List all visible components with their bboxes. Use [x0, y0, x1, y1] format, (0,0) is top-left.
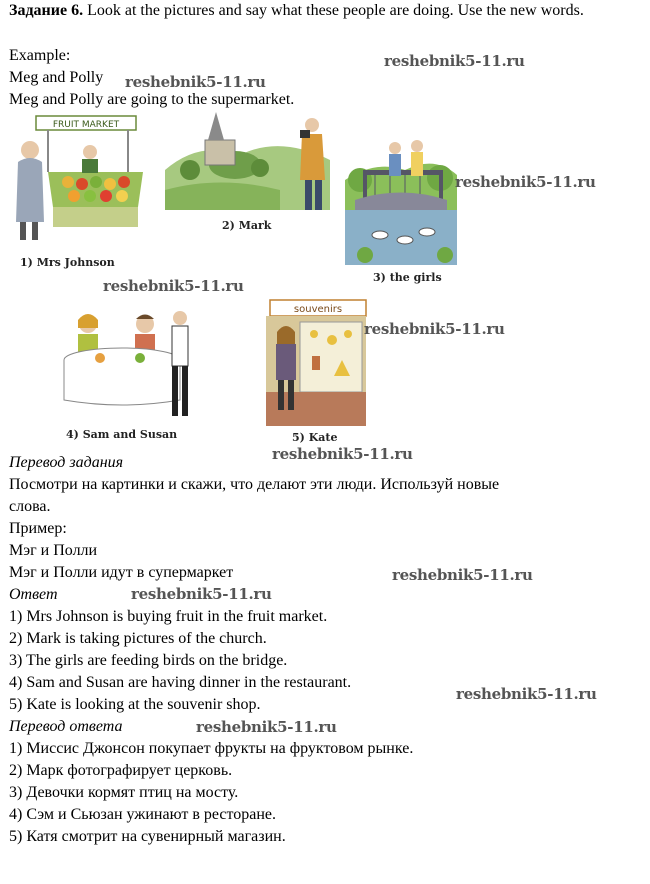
answer-item: 2) Mark is taking pictures of the church. — [9, 630, 267, 647]
answer-translation-item: 1) Миссис Джонсон покупает фрукты на фруктовом рынке. — [9, 740, 414, 757]
watermark: reshebnik5-11.ru — [456, 685, 597, 703]
caption-kate: 5) Kate — [292, 431, 338, 444]
translation-example-answer: Мэг и Полли идут в супермаркет — [9, 564, 234, 581]
translation-task-line1: Посмотри на картинки и скажи, что делают эти люди. Используй новые — [9, 476, 500, 493]
answer-item: 3) The girls are feeding birds on the bridge. — [9, 652, 288, 669]
watermark: reshebnik5-11.ru — [364, 320, 505, 338]
souvenirs-sign: souvenirs — [293, 304, 343, 315]
picture-restaurant — [60, 310, 200, 430]
answer-translation-heading: Перевод ответа — [9, 718, 123, 735]
example-answer: Meg and Polly are going to the supermarket. — [9, 91, 295, 108]
caption-mark: 2) Mark — [222, 219, 272, 232]
watermark: reshebnik5-11.ru — [196, 718, 337, 736]
caption-mrs-johnson: 1) Mrs Johnson — [20, 256, 115, 269]
watermark: reshebnik5-11.ru — [392, 566, 533, 584]
task-label: Задание 6. — [9, 2, 84, 19]
picture-church — [160, 110, 335, 220]
answer-heading: Ответ — [9, 586, 58, 603]
caption-sam-and-susan: 4) Sam and Susan — [66, 428, 178, 441]
watermark: reshebnik5-11.ru — [455, 173, 596, 191]
answer-translation-item: 2) Марк фотографирует церковь. — [9, 762, 233, 779]
picture-souvenir-shop — [262, 296, 370, 431]
answer-item: 4) Sam and Susan are having dinner in the restaurant. — [9, 674, 352, 691]
caption-the-girls: 3) the girls — [373, 271, 442, 284]
translation-task-heading: Перевод задания — [9, 454, 124, 471]
example-label: Example: — [9, 47, 71, 64]
watermark: reshebnik5-11.ru — [103, 277, 244, 295]
picture-fruit-market — [8, 112, 148, 254]
watermark: reshebnik5-11.ru — [384, 52, 525, 70]
answer-translation-item: 5) Катя смотрит на сувенирный магазин. — [9, 828, 286, 845]
task-instruction — [9, 0, 649, 22]
translation-task-line2: слова. — [9, 498, 51, 515]
answer-item: 5) Kate is looking at the souvenir shop. — [9, 696, 261, 713]
task-text: Look at the pictures and say what these people are doing. Use the new words. — [83, 2, 584, 19]
watermark: reshebnik5-11.ru — [272, 445, 413, 463]
translation-example-prompt: Мэг и Полли — [9, 542, 98, 559]
example-prompt: Meg and Polly — [9, 69, 104, 86]
answer-translation-item: 4) Сэм и Сьюзан ужинают в ресторане. — [9, 806, 277, 823]
watermark: reshebnik5-11.ru — [131, 585, 272, 603]
answer-translation-item: 3) Девочки кормят птиц на мосту. — [9, 784, 239, 801]
picture-bridge — [345, 140, 457, 272]
fruit-market-sign: FRUIT MARKET — [52, 120, 120, 130]
answer-item: 1) Mrs Johnson is buying fruit in the fruit market. — [9, 608, 328, 625]
watermark: reshebnik5-11.ru — [125, 73, 266, 91]
translation-example-label: Пример: — [9, 520, 67, 537]
